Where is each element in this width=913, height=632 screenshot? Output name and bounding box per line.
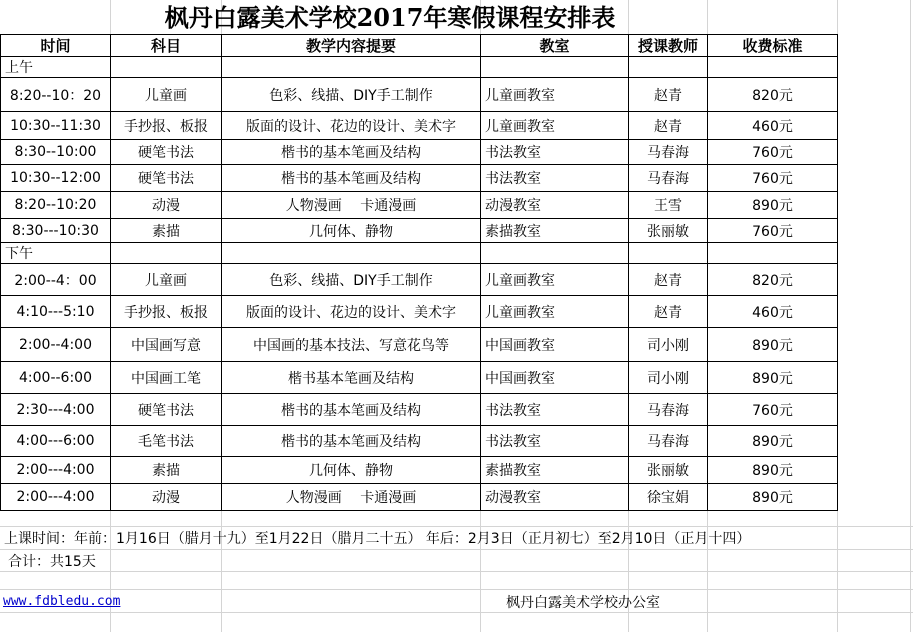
row-fee: 820元 (708, 78, 838, 112)
row-teacher: 司小刚 (629, 328, 708, 362)
row-subject: 素描 (111, 219, 222, 243)
table-row (1, 219, 838, 243)
row-fee: 760元 (708, 219, 838, 243)
row-subject: 儿童画 (111, 264, 222, 296)
row-time: 2:00---4:00 (1, 484, 111, 511)
section-label-morning: 上午 (1, 57, 111, 78)
row-teacher: 马春海 (629, 140, 708, 165)
row-fee: 460元 (708, 296, 838, 328)
header-row (1, 35, 838, 57)
row-room: 素描教室 (481, 457, 629, 484)
row-teacher: 张丽敏 (629, 219, 708, 243)
row-fee: 890元 (708, 328, 838, 362)
row-content: 楷书的基本笔画及结构 (222, 165, 481, 192)
page-title: 枫丹白露美术学校2017年寒假课程安排表 (164, 3, 616, 32)
row-time: 8:20--10：20 (1, 78, 111, 112)
row-time: 4:00---6:00 (1, 426, 111, 457)
row-teacher: 王雪 (629, 192, 708, 219)
row-teacher: 徐宝娟 (629, 484, 708, 511)
row-content: 色彩、线描、DIY手工制作 (222, 78, 481, 112)
row-subject: 手抄报、板报 (111, 296, 222, 328)
table-row (1, 426, 838, 457)
table-row (1, 165, 838, 192)
row-content: 色彩、线描、DIY手工制作 (222, 264, 481, 296)
row-time: 8:30--10:00 (1, 140, 111, 165)
row-time: 4:00--6:00 (1, 362, 111, 394)
row-subject: 中国画工笔 (111, 362, 222, 394)
row-time: 8:20--10:20 (1, 192, 111, 219)
row-fee: 460元 (708, 112, 838, 140)
row-room: 儿童画教室 (481, 264, 629, 296)
row-content: 楷书的基本笔画及结构 (222, 394, 481, 426)
table-row (1, 264, 838, 296)
header-room: 教室 (481, 35, 629, 57)
row-time: 10:30--12:00 (1, 165, 111, 192)
row-room: 书法教室 (481, 140, 629, 165)
table-row (1, 140, 838, 165)
header-subject: 科目 (111, 35, 222, 57)
row-fee: 890元 (708, 457, 838, 484)
row-room: 中国画教室 (481, 362, 629, 394)
row-content: 几何体、静物 (222, 219, 481, 243)
row-subject: 动漫 (111, 484, 222, 511)
table-row (1, 484, 838, 511)
row-fee: 890元 (708, 484, 838, 511)
row-content: 中国画的基本技法、写意花鸟等 (222, 328, 481, 362)
table-row (1, 328, 838, 362)
row-subject: 动漫 (111, 192, 222, 219)
row-teacher: 马春海 (629, 394, 708, 426)
section-morning (1, 57, 838, 78)
row-subject: 毛笔书法 (111, 426, 222, 457)
row-room: 动漫教室 (481, 192, 629, 219)
row-room: 动漫教室 (481, 484, 629, 511)
row-room: 书法教室 (481, 165, 629, 192)
row-fee: 760元 (708, 165, 838, 192)
row-room: 儿童画教室 (481, 112, 629, 140)
total-days: 合计：共15天 (8, 554, 96, 570)
table-row (1, 296, 838, 328)
row-teacher: 张丽敏 (629, 457, 708, 484)
schedule-table (0, 34, 838, 511)
row-teacher: 赵青 (629, 112, 708, 140)
row-room: 书法教室 (481, 394, 629, 426)
table-row (1, 394, 838, 426)
row-time: 10:30--11:30 (1, 112, 111, 140)
row-subject: 中国画写意 (111, 328, 222, 362)
header-fee: 收费标准 (708, 35, 838, 57)
table-row (1, 78, 838, 112)
table-row (1, 457, 838, 484)
row-room: 书法教室 (481, 426, 629, 457)
row-teacher: 赵青 (629, 296, 708, 328)
header-content: 教学内容提要 (222, 35, 481, 57)
row-time: 2:00--4：00 (1, 264, 111, 296)
section-label-afternoon: 下午 (1, 243, 111, 264)
header-time: 时间 (1, 35, 111, 57)
row-subject: 硬笔书法 (111, 140, 222, 165)
row-content: 版面的设计、花边的设计、美术字 (222, 112, 481, 140)
row-fee: 890元 (708, 426, 838, 457)
section-afternoon (1, 243, 838, 264)
row-teacher: 司小刚 (629, 362, 708, 394)
row-fee: 760元 (708, 140, 838, 165)
office-label: 枫丹白露美术学校办公室 (506, 595, 660, 611)
row-subject: 手抄报、板报 (111, 112, 222, 140)
row-subject: 硬笔书法 (111, 165, 222, 192)
row-time: 4:10---5:10 (1, 296, 111, 328)
table-row (1, 112, 838, 140)
row-room: 中国画教室 (481, 328, 629, 362)
row-room: 儿童画教室 (481, 78, 629, 112)
row-time: 8:30---10:30 (1, 219, 111, 243)
row-teacher: 马春海 (629, 426, 708, 457)
table-row (1, 192, 838, 219)
row-teacher: 赵青 (629, 264, 708, 296)
row-content: 人物漫画 卡通漫画 (222, 192, 481, 219)
row-teacher: 赵青 (629, 78, 708, 112)
row-subject: 硬笔书法 (111, 394, 222, 426)
row-content: 版面的设计、花边的设计、美术字 (222, 296, 481, 328)
row-fee: 890元 (708, 362, 838, 394)
row-room: 素描教室 (481, 219, 629, 243)
table-row (1, 362, 838, 394)
row-room: 儿童画教室 (481, 296, 629, 328)
row-subject: 素描 (111, 457, 222, 484)
row-content: 人物漫画 卡通漫画 (222, 484, 481, 511)
row-time: 2:00--4:00 (1, 328, 111, 362)
row-content: 楷书的基本笔画及结构 (222, 426, 481, 457)
row-teacher: 马春海 (629, 165, 708, 192)
row-time: 2:00---4:00 (1, 457, 111, 484)
row-subject: 儿童画 (111, 78, 222, 112)
row-fee: 820元 (708, 264, 838, 296)
header-teacher: 授课教师 (629, 35, 708, 57)
row-time: 2:30---4:00 (1, 394, 111, 426)
row-fee: 890元 (708, 192, 838, 219)
website-link[interactable]: www.fdbledu.com (3, 594, 121, 609)
row-fee: 760元 (708, 394, 838, 426)
row-content: 楷书基本笔画及结构 (222, 362, 481, 394)
row-content: 几何体、静物 (222, 457, 481, 484)
schedule-note: 上课时间：年前：1月16日（腊月十九）至1月22日（腊月二十五） 年后：2月3日（正月初七）至2月10日（正月十四） (4, 531, 751, 547)
row-content: 楷书的基本笔画及结构 (222, 140, 481, 165)
